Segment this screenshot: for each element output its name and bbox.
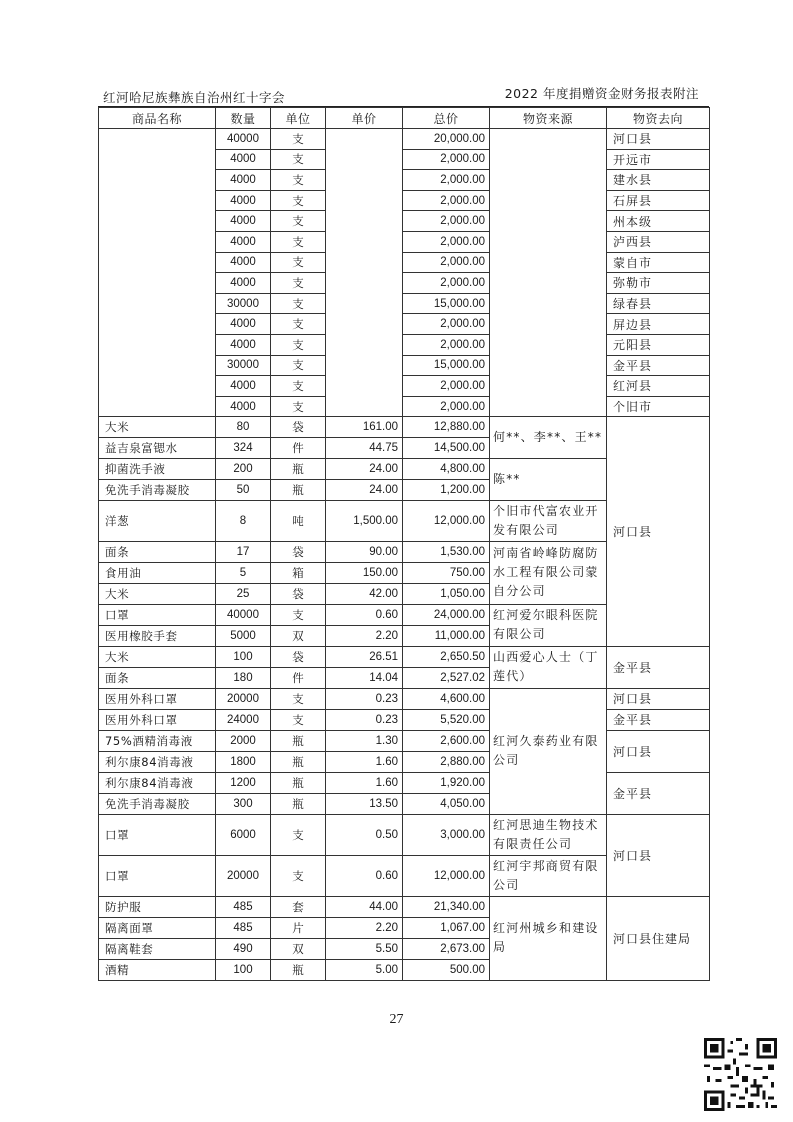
item-unit-price: 0.23: [326, 709, 403, 730]
item-total: 2,000.00: [403, 231, 490, 252]
item-quantity: 180: [216, 667, 271, 688]
item-unit: 吨: [271, 500, 326, 541]
item-name: 面条: [99, 541, 216, 562]
item-quantity: 25: [216, 583, 271, 604]
item-unit: 瓶: [271, 772, 326, 793]
item-total: 1,067.00: [403, 917, 490, 938]
item-unit: 支: [271, 376, 326, 397]
item-destination: 绿春县: [607, 293, 710, 314]
item-name: 食用油: [99, 562, 216, 583]
item-quantity: 40000: [216, 129, 271, 150]
item-unit: 袋: [271, 583, 326, 604]
item-quantity: 100: [216, 959, 271, 980]
item-destination: 河口县住建局: [607, 896, 710, 980]
item-name: 医用外科口罩: [99, 688, 216, 709]
item-source: 河南省岭峰防腐防水工程有限公司蒙自分公司: [490, 541, 607, 604]
item-destination: 金平县: [607, 772, 710, 814]
item-source: 个旧市代富农业开发有限公司: [490, 500, 607, 541]
item-unit-price: 2.20: [326, 625, 403, 646]
item-unit-price: 24.00: [326, 458, 403, 479]
item-total: 1,050.00: [403, 583, 490, 604]
item-unit-price: 150.00: [326, 562, 403, 583]
item-name: 隔离面罩: [99, 917, 216, 938]
item-total: 2,000.00: [403, 376, 490, 397]
item-unit: 件: [271, 667, 326, 688]
item-unit: 支: [271, 190, 326, 211]
item-total: 12,000.00: [403, 500, 490, 541]
item-source: 红河州城乡和建设局: [490, 896, 607, 980]
item-quantity: 485: [216, 896, 271, 917]
item-quantity: 324: [216, 437, 271, 458]
item-name: 隔离鞋套: [99, 938, 216, 959]
item-total: 3,000.00: [403, 814, 490, 855]
item-total: 11,000.00: [403, 625, 490, 646]
item-unit-price: 26.51: [326, 646, 403, 667]
item-quantity: 4000: [216, 273, 271, 294]
item-source: 何**、李**、王**: [490, 417, 607, 459]
item-total: 2,527.02: [403, 667, 490, 688]
item-quantity: 4000: [216, 211, 271, 232]
item-unit-price: 13.50: [326, 793, 403, 814]
item-unit-price: 24.00: [326, 479, 403, 500]
item-quantity: 300: [216, 793, 271, 814]
donation-table: [98, 107, 710, 981]
item-destination: 石屏县: [607, 190, 710, 211]
item-unit-price: 14.04: [326, 667, 403, 688]
item-quantity: 1200: [216, 772, 271, 793]
item-quantity: 490: [216, 938, 271, 959]
item-name: 大米: [99, 583, 216, 604]
item-name: 洋葱: [99, 500, 216, 541]
item-quantity: 200: [216, 458, 271, 479]
item-destination: 金平县: [607, 646, 710, 688]
item-total: 500.00: [403, 959, 490, 980]
item-quantity: 5000: [216, 625, 271, 646]
item-unit: 瓶: [271, 959, 326, 980]
item-quantity: 80: [216, 417, 271, 438]
table-row: [99, 688, 710, 709]
item-total: 14,500.00: [403, 437, 490, 458]
item-quantity: 4000: [216, 396, 271, 417]
item-unit: 双: [271, 625, 326, 646]
qr-code-icon: [704, 1038, 777, 1111]
item-unit: 支: [271, 604, 326, 625]
item-quantity: 4000: [216, 231, 271, 252]
item-total: 2,600.00: [403, 730, 490, 751]
item-unit: 瓶: [271, 479, 326, 500]
item-name: 口罩: [99, 855, 216, 896]
table-header-row: [99, 108, 710, 129]
item-unit: 箱: [271, 562, 326, 583]
item-name: 利尔康84消毒液: [99, 751, 216, 772]
item-quantity: 50: [216, 479, 271, 500]
item-unit-price: 1,500.00: [326, 500, 403, 541]
item-quantity: 1800: [216, 751, 271, 772]
item-quantity: 4000: [216, 314, 271, 335]
item-unit: 支: [271, 396, 326, 417]
item-quantity: 100: [216, 646, 271, 667]
item-unit: 支: [271, 273, 326, 294]
item-name: 防护服: [99, 896, 216, 917]
table-row: [99, 417, 710, 438]
item-name: 大米: [99, 646, 216, 667]
item-quantity: 8: [216, 500, 271, 541]
item-quantity: 40000: [216, 604, 271, 625]
item-unit: 支: [271, 709, 326, 730]
item-unit-price: 0.50: [326, 814, 403, 855]
item-name: 75%酒精消毒液: [99, 730, 216, 751]
item-name: 免洗手消毒凝胶: [99, 479, 216, 500]
item-quantity: 30000: [216, 293, 271, 314]
item-total: 4,050.00: [403, 793, 490, 814]
col-header-name: 商品名称: [99, 108, 216, 129]
item-total: 1,530.00: [403, 541, 490, 562]
item-source: 红河久泰药业有限公司: [490, 688, 607, 814]
item-unit-price: 42.00: [326, 583, 403, 604]
item-total: 2,880.00: [403, 751, 490, 772]
col-header-price: 单价: [326, 108, 403, 129]
item-destination: 红河县: [607, 376, 710, 397]
item-destination: 州本级: [607, 211, 710, 232]
item-name: 面条: [99, 667, 216, 688]
item-unit-price: 2.20: [326, 917, 403, 938]
item-total: 2,000.00: [403, 334, 490, 355]
table-row: [99, 129, 710, 150]
item-unit-price-empty: [326, 129, 403, 417]
item-unit: 支: [271, 170, 326, 191]
item-unit-price: 161.00: [326, 417, 403, 438]
item-total: 15,000.00: [403, 293, 490, 314]
table-row: [99, 730, 710, 751]
item-total: 2,650.50: [403, 646, 490, 667]
item-total: 4,600.00: [403, 688, 490, 709]
item-destination: 河口县: [607, 129, 710, 150]
item-unit: 瓶: [271, 730, 326, 751]
item-unit: 瓶: [271, 751, 326, 772]
item-quantity: 4000: [216, 252, 271, 273]
item-unit-price: 0.23: [326, 688, 403, 709]
table-row: [99, 896, 710, 917]
item-total: 2,000.00: [403, 314, 490, 335]
item-unit: 片: [271, 917, 326, 938]
item-destination: 开远市: [607, 149, 710, 170]
item-unit: 支: [271, 855, 326, 896]
item-unit-price: 90.00: [326, 541, 403, 562]
item-unit: 支: [271, 231, 326, 252]
item-source-empty: [490, 129, 607, 417]
item-unit: 支: [271, 149, 326, 170]
item-total: 1,200.00: [403, 479, 490, 500]
item-total: 2,000.00: [403, 149, 490, 170]
col-header-destination: 物资去向: [607, 108, 710, 129]
item-name: 益吉泉富锶水: [99, 437, 216, 458]
item-unit: 套: [271, 896, 326, 917]
item-total: 750.00: [403, 562, 490, 583]
item-quantity: 20000: [216, 855, 271, 896]
item-unit: 支: [271, 355, 326, 376]
item-total: 15,000.00: [403, 355, 490, 376]
item-quantity: 24000: [216, 709, 271, 730]
item-total: 2,000.00: [403, 211, 490, 232]
item-total: 24,000.00: [403, 604, 490, 625]
header-report-title: 2022 年度捐赠资金财务报表附注: [504, 86, 699, 101]
item-quantity: 4000: [216, 334, 271, 355]
item-quantity: 4000: [216, 376, 271, 397]
item-name: 酒精: [99, 959, 216, 980]
item-destination: 河口县: [607, 417, 710, 647]
item-unit: 袋: [271, 646, 326, 667]
item-unit: 支: [271, 688, 326, 709]
item-source: 红河宇邦商贸有限公司: [490, 855, 607, 896]
item-unit-price: 5.50: [326, 938, 403, 959]
col-header-total: 总价: [403, 108, 490, 129]
item-unit-price: 44.00: [326, 896, 403, 917]
item-unit: 支: [271, 334, 326, 355]
item-unit: 瓶: [271, 793, 326, 814]
item-total: 5,520.00: [403, 709, 490, 730]
item-total: 4,800.00: [403, 458, 490, 479]
item-name: 免洗手消毒凝胶: [99, 793, 216, 814]
item-name: 口罩: [99, 814, 216, 855]
table-row: [99, 709, 710, 730]
item-total: 2,000.00: [403, 396, 490, 417]
table-row: [99, 646, 710, 667]
item-unit: 支: [271, 211, 326, 232]
item-quantity: 17: [216, 541, 271, 562]
item-unit-price: 0.60: [326, 855, 403, 896]
item-source: 陈**: [490, 458, 607, 500]
item-unit-price: 1.60: [326, 772, 403, 793]
item-destination: 建水县: [607, 170, 710, 191]
item-unit: 支: [271, 293, 326, 314]
item-source: 山西爱心人士（丁莲代）: [490, 646, 607, 688]
item-quantity: 20000: [216, 688, 271, 709]
item-name: 医用橡胶手套: [99, 625, 216, 646]
item-destination: 河口县: [607, 688, 710, 709]
item-destination: 河口县: [607, 730, 710, 772]
item-unit-price: 0.60: [326, 604, 403, 625]
page-number: 27: [389, 1012, 404, 1027]
item-unit-price: 1.60: [326, 751, 403, 772]
table-row: [99, 814, 710, 855]
item-total: 12,000.00: [403, 855, 490, 896]
item-name-empty: [99, 129, 216, 417]
item-unit: 双: [271, 938, 326, 959]
table-row: [99, 772, 710, 793]
item-unit: 支: [271, 814, 326, 855]
item-total: 2,000.00: [403, 252, 490, 273]
item-destination: 屏边县: [607, 314, 710, 335]
item-total: 1,920.00: [403, 772, 490, 793]
item-unit: 瓶: [271, 458, 326, 479]
item-name: 利尔康84消毒液: [99, 772, 216, 793]
item-destination: 个旧市: [607, 396, 710, 417]
item-unit-price: 1.30: [326, 730, 403, 751]
item-quantity: 4000: [216, 149, 271, 170]
item-unit-price: 44.75: [326, 437, 403, 458]
item-unit: 袋: [271, 417, 326, 438]
item-total: 12,880.00: [403, 417, 490, 438]
item-quantity: 5: [216, 562, 271, 583]
item-unit: 支: [271, 129, 326, 150]
item-name: 抑菌洗手液: [99, 458, 216, 479]
item-unit: 袋: [271, 541, 326, 562]
item-total: 2,000.00: [403, 190, 490, 211]
item-source: 红河爱尔眼科医院有限公司: [490, 604, 607, 646]
col-header-qty: 数量: [216, 108, 271, 129]
item-quantity: 485: [216, 917, 271, 938]
item-total: 2,673.00: [403, 938, 490, 959]
item-unit: 支: [271, 252, 326, 273]
header-org: 红河哈尼族彝族自治州红十字会: [103, 90, 286, 105]
item-destination: 金平县: [607, 355, 710, 376]
item-destination: 泸西县: [607, 231, 710, 252]
item-destination: 元阳县: [607, 334, 710, 355]
item-unit: 支: [271, 314, 326, 335]
item-source: 红河思迪生物技术有限责任公司: [490, 814, 607, 855]
item-destination: 河口县: [607, 814, 710, 896]
item-quantity: 4000: [216, 170, 271, 191]
item-destination: 金平县: [607, 709, 710, 730]
col-header-source: 物资来源: [490, 108, 607, 129]
item-quantity: 30000: [216, 355, 271, 376]
item-destination: 蒙自市: [607, 252, 710, 273]
item-quantity: 2000: [216, 730, 271, 751]
item-unit-price: 5.00: [326, 959, 403, 980]
item-total: 2,000.00: [403, 170, 490, 191]
item-name: 大米: [99, 417, 216, 438]
col-header-unit: 单位: [271, 108, 326, 129]
item-name: 口罩: [99, 604, 216, 625]
item-destination: 弥勒市: [607, 273, 710, 294]
item-unit: 件: [271, 437, 326, 458]
item-quantity: 4000: [216, 190, 271, 211]
item-quantity: 6000: [216, 814, 271, 855]
item-total: 20,000.00: [403, 129, 490, 150]
item-name: 医用外科口罩: [99, 709, 216, 730]
item-total: 21,340.00: [403, 896, 490, 917]
item-total: 2,000.00: [403, 273, 490, 294]
